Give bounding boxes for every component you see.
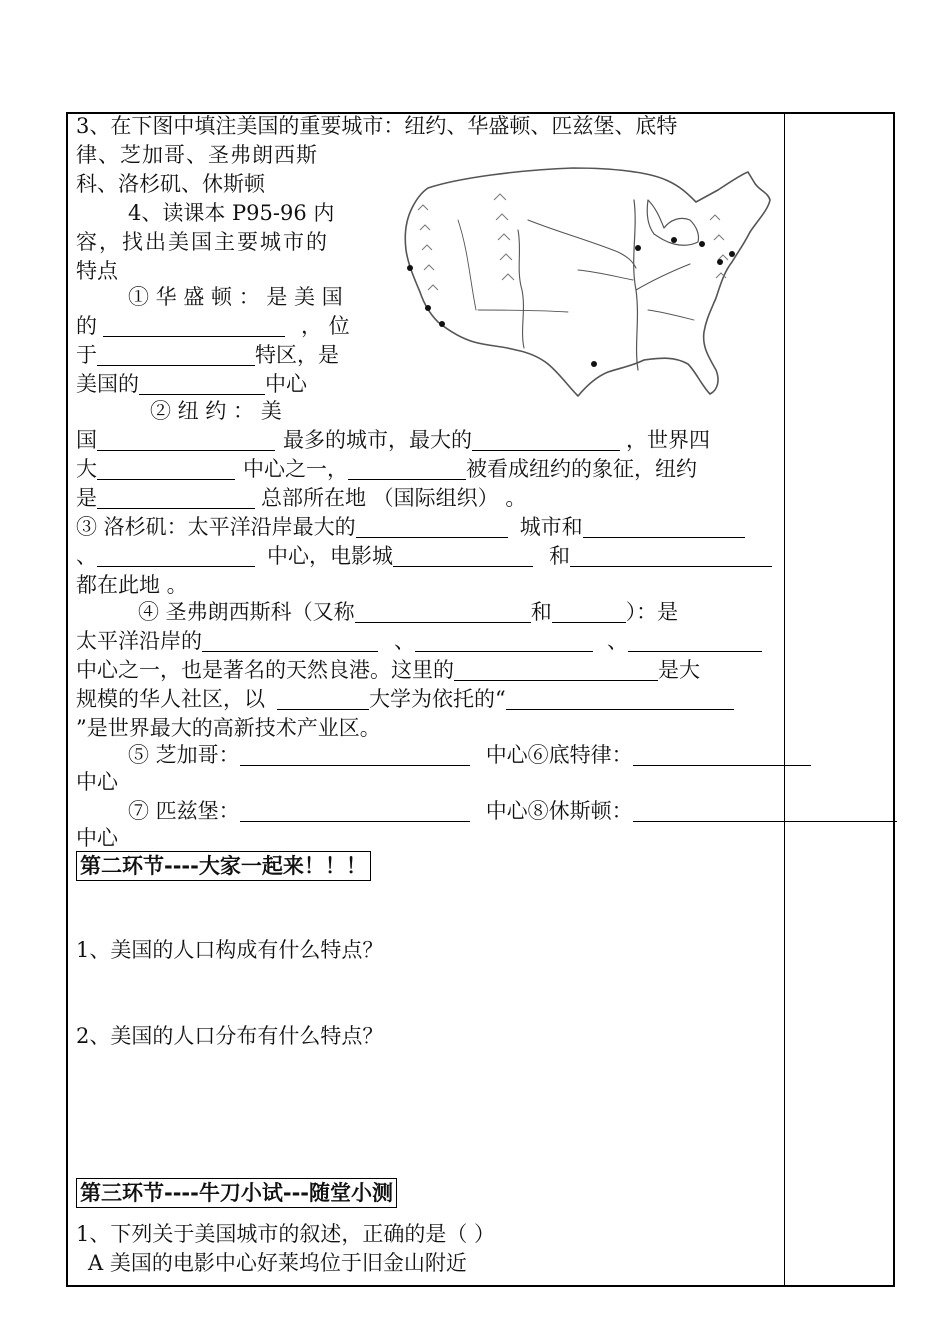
q4-line3: 特点 bbox=[76, 259, 118, 283]
pittsburgh-houston-center: 中心 bbox=[76, 826, 118, 850]
column-divider bbox=[784, 112, 785, 1287]
usa-outline-map bbox=[398, 160, 776, 400]
washington-line4: 美国的 中心 bbox=[76, 372, 307, 396]
newyork-line1: ② 纽 约 ： 美 bbox=[150, 399, 282, 423]
city-dot-detroit bbox=[671, 237, 677, 243]
la-line1: ③ 洛杉矶：太平洋沿岸最大的 城市和 bbox=[76, 513, 745, 541]
q4-line2: 容，找出美国主要城市的 bbox=[76, 230, 329, 254]
sf-line1: ④ 圣弗朗西斯科（又称 和 ）：是 bbox=[138, 600, 679, 624]
blank-pittsburgh[interactable] bbox=[240, 799, 470, 822]
q4-line1: 4、读课本 P95-96 内 bbox=[128, 201, 335, 225]
blank-washington-1[interactable] bbox=[103, 314, 285, 337]
q3-line1: 3、在下图中填注美国的重要城市：纽约、华盛顿、匹兹堡、底特 bbox=[76, 114, 678, 138]
map-state-line-1 bbox=[458, 220, 476, 310]
rocky-mountains bbox=[494, 194, 514, 280]
city-dot-seattle bbox=[407, 265, 413, 271]
newyork-line4: 是 总部所在地 （国际组织） 。 bbox=[76, 486, 527, 510]
city-dot-dc bbox=[717, 259, 723, 265]
section3-title: 第三环节----牛刀小试---随堂小测 bbox=[76, 1178, 397, 1208]
mountain-ranges bbox=[418, 194, 728, 290]
blank-sf-7[interactable] bbox=[277, 687, 369, 710]
blank-la-1[interactable] bbox=[356, 515, 508, 538]
section2-q1: 1、美国的人口构成有什么特点？ bbox=[76, 938, 384, 962]
chicago-detroit-line: ⑤ 芝加哥： 中心⑥底特律： bbox=[128, 741, 811, 769]
city-dot-sf bbox=[425, 305, 431, 311]
chicago-detroit-center: 中心 bbox=[76, 770, 118, 794]
map-state-line-4 bbox=[648, 310, 694, 320]
section2-title: 第二环节----大家一起来！！！ bbox=[76, 851, 371, 881]
blank-newyork-4[interactable] bbox=[348, 457, 466, 480]
city-dot-houston bbox=[591, 361, 597, 367]
map-river-mississippi bbox=[634, 200, 638, 370]
sf-line3: 中心之一，也是著名的天然良港。这里的 是大 bbox=[76, 658, 700, 682]
newyork-line2: 国 最多的城市，最大的 ，世界四 bbox=[76, 428, 710, 452]
section3-option-a: A 美国的电影中心好莱坞位于旧金山附近 bbox=[88, 1251, 467, 1275]
blank-sf-3[interactable] bbox=[202, 629, 378, 652]
blank-sf-6[interactable] bbox=[454, 658, 658, 681]
washington-line3: 于 特区，是 bbox=[76, 343, 339, 367]
blank-la-4[interactable] bbox=[393, 544, 533, 567]
city-dot-chicago bbox=[635, 245, 641, 251]
blank-la-3[interactable] bbox=[97, 544, 255, 567]
blank-washington-3[interactable] bbox=[139, 372, 265, 395]
blank-newyork-2[interactable] bbox=[472, 428, 620, 451]
sf-line2: 太平洋沿岸的 、 、 bbox=[76, 627, 762, 655]
blank-la-2[interactable] bbox=[583, 515, 745, 538]
coast-range bbox=[418, 205, 438, 290]
sf-line4: 规模的华人社区，以 大学为依托的“ bbox=[76, 685, 734, 713]
section2-q2: 2、美国的人口分布有什么特点？ bbox=[76, 1024, 384, 1048]
blank-la-5[interactable] bbox=[570, 544, 772, 567]
blank-newyork-5[interactable] bbox=[97, 486, 255, 509]
map-river-missouri bbox=[528, 220, 636, 268]
blank-sf-1[interactable] bbox=[355, 600, 531, 623]
city-dot-pittsburgh bbox=[699, 241, 705, 247]
blank-sf-5[interactable] bbox=[628, 629, 762, 652]
blank-detroit[interactable] bbox=[633, 743, 811, 766]
map-state-line-3 bbox=[578, 270, 633, 280]
newyork-line3: 大 中心之一， 被看成纽约的象征，纽约 bbox=[76, 457, 697, 481]
q3-line3: 科、洛杉矶、休斯顿 bbox=[76, 172, 265, 196]
q3-line2: 律、芝加哥、圣弗朗西斯 bbox=[76, 143, 318, 167]
section3-q1: 1、下列关于美国城市的叙述，正确的是（ ） bbox=[76, 1222, 496, 1246]
blank-sf-8[interactable] bbox=[506, 687, 734, 710]
city-dot-ny bbox=[729, 251, 735, 257]
blank-sf-4[interactable] bbox=[415, 629, 593, 652]
blank-chicago[interactable] bbox=[240, 743, 470, 766]
blank-washington-2[interactable] bbox=[97, 343, 255, 366]
appalachian-mountains bbox=[710, 215, 728, 278]
pittsburgh-houston-line: ⑦ 匹兹堡： 中心⑧休斯顿： bbox=[128, 797, 897, 825]
city-dot-la bbox=[439, 321, 445, 327]
la-line3: 都在此地 。 bbox=[76, 573, 188, 597]
la-line2: 、 中心，电影城 和 bbox=[76, 542, 772, 570]
blank-newyork-3[interactable] bbox=[97, 457, 235, 480]
blank-houston[interactable] bbox=[633, 799, 897, 822]
map-river-west bbox=[518, 230, 524, 348]
washington-line2: 的 ， 位 bbox=[76, 314, 350, 338]
map-river-ohio bbox=[636, 264, 690, 290]
blank-newyork-1[interactable] bbox=[97, 428, 275, 451]
map-border bbox=[405, 168, 770, 396]
washington-line1: ① 华 盛 顿 ： 是 美 国 bbox=[128, 285, 343, 309]
blank-sf-2[interactable] bbox=[552, 600, 626, 623]
sf-line5: ”是世界最大的高新技术产业区。 bbox=[76, 716, 381, 740]
city-dots bbox=[407, 237, 735, 367]
